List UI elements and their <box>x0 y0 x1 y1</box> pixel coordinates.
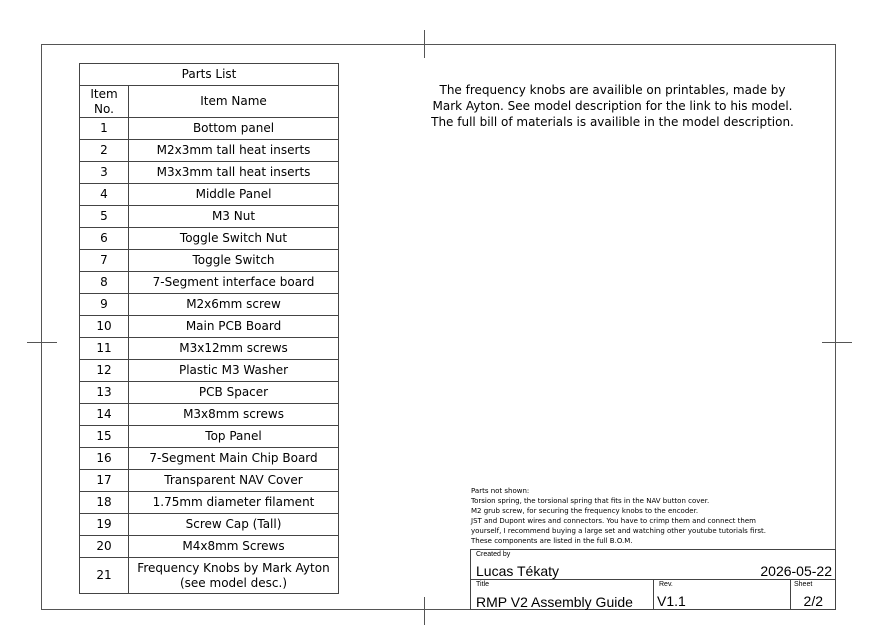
parts-not-shown-note <box>471 486 831 546</box>
item-name: Bottom panel <box>129 118 339 140</box>
table-row <box>80 426 339 448</box>
item-no: 18 <box>80 492 129 514</box>
table-row <box>80 470 339 492</box>
table-row <box>80 228 339 250</box>
item-no: 7 <box>80 250 129 272</box>
item-no: 2 <box>80 140 129 162</box>
item-name: Middle Panel <box>129 184 339 206</box>
item-no: 12 <box>80 360 129 382</box>
item-name: M3x3mm tall heat inserts <box>129 162 339 184</box>
item-name: M3 Nut <box>129 206 339 228</box>
table-row <box>80 338 339 360</box>
item-name: Toggle Switch <box>129 250 339 272</box>
item-no: 21 <box>80 558 129 594</box>
item-name: Main PCB Board <box>129 316 339 338</box>
frame-tick-left <box>27 342 57 343</box>
table-row <box>80 162 339 184</box>
note-line: Mark Ayton. See model description for the link to his model. <box>432 99 793 113</box>
column-header-item-name: Item Name <box>129 86 339 118</box>
table-row <box>80 558 339 594</box>
item-name: M2x3mm tall heat inserts <box>129 140 339 162</box>
item-no: 4 <box>80 184 129 206</box>
item-no: 5 <box>80 206 129 228</box>
frame-tick-right <box>822 342 852 343</box>
note-line: These components are listed in the full B.O.M. <box>471 537 633 545</box>
item-name: Toggle Switch Nut <box>129 228 339 250</box>
parts-not-shown-heading: Parts not shown: <box>471 487 530 495</box>
availability-note <box>420 82 805 130</box>
parts-list-table <box>79 63 339 594</box>
item-name: Screw Cap (Tall) <box>129 514 339 536</box>
table-row <box>80 404 339 426</box>
parts-list-title: Parts List <box>80 64 339 86</box>
drawing-title: RMP V2 Assembly Guide <box>476 594 633 610</box>
note-line: M2 grub screw, for securing the frequency knobs to the encoder. <box>471 507 699 515</box>
author-name: Lucas Tékaty <box>476 563 560 579</box>
item-name: Transparent NAV Cover <box>129 470 339 492</box>
table-row <box>80 492 339 514</box>
item-no: 8 <box>80 272 129 294</box>
item-no: 3 <box>80 162 129 184</box>
column-header-item-no: Item No. <box>80 86 129 118</box>
table-row <box>80 294 339 316</box>
revision-label: Rev. <box>659 581 673 588</box>
item-name-line: Frequency Knobs by Mark Ayton <box>137 560 330 575</box>
item-name: 7-Segment Main Chip Board <box>129 448 339 470</box>
item-name: M2x6mm screw <box>129 294 339 316</box>
item-no: 17 <box>80 470 129 492</box>
table-row <box>80 448 339 470</box>
table-row <box>80 360 339 382</box>
item-no: 6 <box>80 228 129 250</box>
item-name: Plastic M3 Washer <box>129 360 339 382</box>
table-row <box>80 140 339 162</box>
item-name-line: (see model desc.) <box>179 575 288 590</box>
revision-value: V1.1 <box>657 593 686 609</box>
item-name: M3x8mm screws <box>129 404 339 426</box>
created-by-label: Created by <box>476 551 511 558</box>
item-name: PCB Spacer <box>129 382 339 404</box>
created-by-cell <box>470 549 836 580</box>
table-row <box>80 536 339 558</box>
item-name: M3x12mm screws <box>129 338 339 360</box>
item-no: 11 <box>80 338 129 360</box>
item-no: 19 <box>80 514 129 536</box>
item-no: 1 <box>80 118 129 140</box>
note-line: JST and Dupont wires and connectors. You have to crimp them and connect them <box>471 517 756 525</box>
note-line: Torsion spring, the torsional spring that fits in the NAV button cover. <box>471 497 710 505</box>
title-label: Title <box>476 581 489 588</box>
item-no: 10 <box>80 316 129 338</box>
item-name: 1.75mm diameter filament <box>129 492 339 514</box>
table-row <box>80 250 339 272</box>
note-line: The frequency knobs are availible on printables, made by <box>439 83 786 97</box>
table-row <box>80 316 339 338</box>
sheet-label: Sheet <box>794 581 813 588</box>
item-no: 9 <box>80 294 129 316</box>
sheet-cell <box>790 579 836 610</box>
table-row <box>80 382 339 404</box>
table-row <box>80 514 339 536</box>
revision-cell <box>653 579 791 610</box>
table-row <box>80 184 339 206</box>
item-name: 7-Segment interface board <box>129 272 339 294</box>
item-no: 14 <box>80 404 129 426</box>
item-no: 20 <box>80 536 129 558</box>
item-no: 16 <box>80 448 129 470</box>
table-row <box>80 118 339 140</box>
note-line: The full bill of materials is availible in the model description. <box>431 115 794 129</box>
item-no: 13 <box>80 382 129 404</box>
note-line: yourself, I recommend buying a large set and watching other youtube tutorials first. <box>471 527 766 535</box>
item-no: 15 <box>80 426 129 448</box>
frame-tick-bottom <box>424 597 425 625</box>
title-block <box>470 549 836 610</box>
item-name <box>129 558 339 594</box>
drawing-date: 2026-05-22 <box>760 563 832 579</box>
item-name: Top Panel <box>129 426 339 448</box>
table-row <box>80 272 339 294</box>
title-cell <box>470 579 654 610</box>
item-name: M4x8mm Screws <box>129 536 339 558</box>
table-row <box>80 206 339 228</box>
sheet-number: 2/2 <box>803 593 823 609</box>
frame-tick-top <box>424 30 425 58</box>
